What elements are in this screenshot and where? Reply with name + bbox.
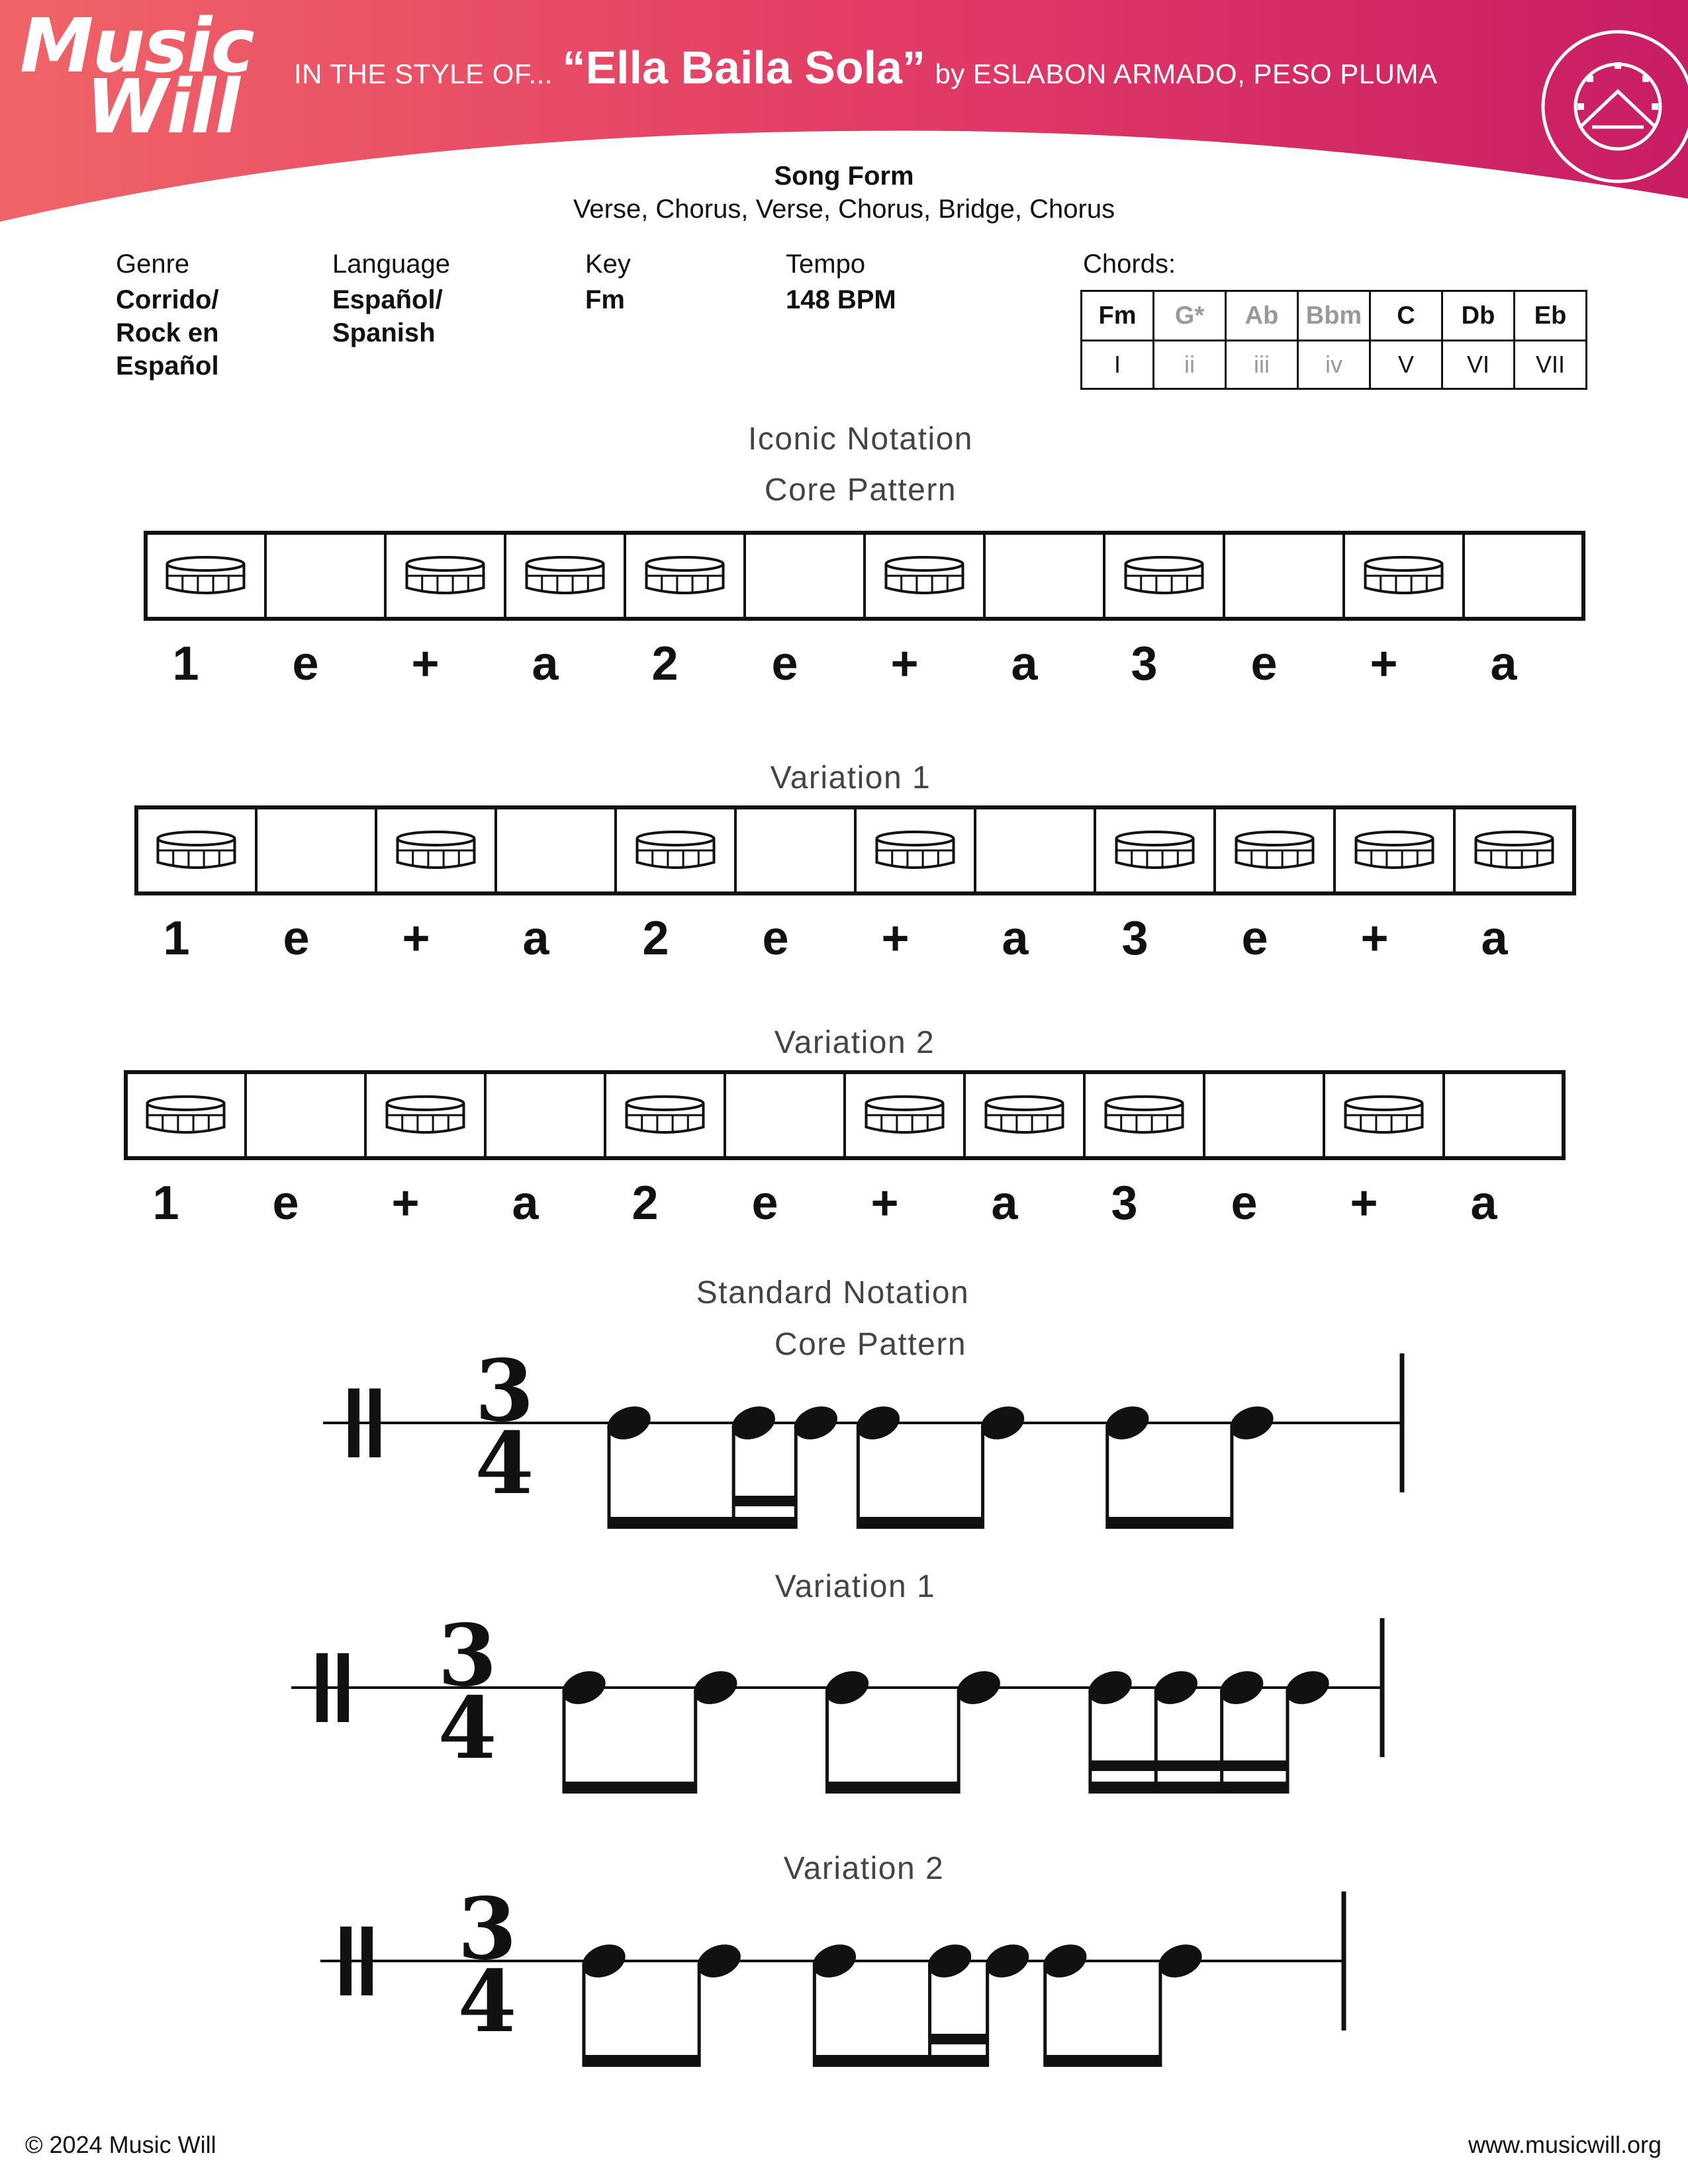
snare-drum-icon: [627, 1097, 704, 1132]
beam: [813, 2055, 988, 2067]
snare-drum-icon: [148, 1097, 224, 1132]
snare-drum-icon: [1117, 832, 1194, 868]
chord-numeral: iii: [1226, 341, 1298, 389]
language-block: [332, 250, 450, 349]
grid-cell: [265, 533, 385, 619]
snare-drum-icon: [167, 557, 244, 593]
grid-cell: [745, 533, 865, 619]
snare-drum-icon: [877, 832, 954, 868]
genre-line: Español: [116, 351, 219, 381]
chord-numeral: I: [1082, 341, 1154, 389]
count-label: 3: [1121, 912, 1149, 965]
count-label: +: [402, 912, 430, 965]
snare-drum-icon: [986, 1097, 1063, 1132]
count-label: e: [1231, 1177, 1258, 1230]
genre-line: Rock en: [116, 318, 219, 347]
chord-numeral: VI: [1442, 341, 1515, 389]
count-label: a: [1011, 637, 1038, 690]
percussion-clef: [316, 1653, 328, 1722]
snare-drum-icon: [1126, 557, 1203, 593]
count-label: a: [532, 637, 559, 690]
logo-line-2: Will: [86, 64, 239, 150]
snare-drum-icon: [647, 557, 724, 593]
chord-name: Bbm: [1298, 291, 1370, 341]
secondary-beam: [929, 2034, 989, 2044]
grid-cell: [496, 807, 616, 893]
count-label: 2: [632, 1177, 659, 1230]
snare-drum-icon: [1366, 557, 1442, 593]
beam: [1044, 2055, 1162, 2067]
chord-name: Eb: [1515, 291, 1587, 341]
beam: [563, 1782, 697, 1794]
snare-drum-icon: [407, 557, 484, 593]
key-block: [585, 250, 631, 316]
chord-name: Db: [1442, 291, 1515, 341]
chord-name: G*: [1154, 291, 1226, 341]
percussion-clef: [340, 1927, 352, 1995]
logo-line-1: Music: [20, 3, 254, 89]
secondary-beam: [732, 1496, 797, 1506]
snare-drum-icon: [1106, 1097, 1183, 1132]
staff-core-pattern: [0, 1343, 1688, 1562]
count-label: a: [991, 1177, 1018, 1230]
artist-line: by ESLABON ARMADO, PESO PLUMA: [935, 58, 1438, 89]
beam: [825, 1782, 960, 1794]
header-title: [294, 41, 1438, 94]
snare-drum-icon: [1356, 832, 1433, 868]
count-label: a: [1481, 912, 1508, 965]
count-label: e: [771, 637, 798, 690]
language-line: Español/: [332, 285, 443, 314]
count-label: e: [751, 1177, 778, 1230]
genre-label: Genre: [116, 250, 190, 279]
count-label: a: [522, 912, 549, 965]
time-signature-top: 3: [475, 1342, 534, 1441]
time-signature-bottom: 4: [438, 1679, 497, 1778]
snare-drum-icon: [1237, 832, 1313, 868]
count-label: e: [272, 1177, 299, 1230]
chord-name: C: [1370, 291, 1442, 341]
count-label: +: [890, 637, 919, 690]
grid-cell: [485, 1072, 605, 1158]
grid-cell: [984, 533, 1104, 619]
tempo-label: Tempo: [786, 250, 866, 279]
language-line: Spanish: [332, 318, 436, 347]
iconic-grid-core: [0, 533, 1688, 692]
percussion-clef: [361, 1927, 373, 1995]
chords-label: Chords:: [1083, 250, 1176, 279]
iconic-grid-variation-1: [0, 807, 1688, 966]
language-value: [332, 283, 450, 349]
snare-drum-icon: [1476, 832, 1553, 868]
key-label: Key: [585, 250, 631, 279]
beam: [1106, 1517, 1233, 1529]
grid-cell: [975, 807, 1095, 893]
copyright: © 2024 Music Will: [25, 2131, 216, 2158]
website-link[interactable]: www.musicwill.org: [1468, 2131, 1662, 2158]
count-label: +: [870, 1177, 899, 1230]
tempo-value: 148 BPM: [786, 285, 896, 314]
staff-variation-1: [0, 1608, 1688, 1827]
style-prefix: IN THE STYLE OF...: [294, 58, 553, 89]
count-label: e: [1250, 637, 1278, 690]
count-label: +: [881, 912, 910, 965]
count-label: a: [512, 1177, 539, 1230]
standard-notation-title: Standard Notation: [696, 1275, 970, 1310]
beam: [583, 2055, 700, 2067]
snare-drum-icon: [867, 1097, 943, 1132]
count-label: +: [411, 637, 440, 690]
percussion-clef: [348, 1388, 359, 1457]
music-will-logo[interactable]: [20, 3, 254, 150]
count-label: e: [1241, 912, 1268, 965]
count-label: 1: [172, 637, 199, 690]
grid-cell: [246, 1072, 365, 1158]
count-label: 1: [152, 1177, 179, 1230]
chords-table: [1080, 290, 1587, 390]
beam: [608, 1517, 797, 1529]
genre-block: [116, 250, 219, 383]
percussion-clef: [369, 1388, 381, 1457]
key-value: Fm: [585, 285, 625, 314]
time-signature-bottom: 4: [475, 1414, 534, 1514]
count-label: 3: [1131, 637, 1158, 690]
tempo-block: [786, 250, 896, 316]
count-label: e: [292, 637, 319, 690]
snare-drum-icon: [527, 557, 604, 593]
standard-var2-title: Variation 2: [783, 1851, 945, 1886]
grid-cell: [1204, 1072, 1324, 1158]
percussion-clef: [338, 1653, 349, 1722]
count-label: 2: [651, 637, 679, 690]
chord-numeral: ii: [1154, 341, 1226, 389]
iconic-var2-title: Variation 2: [774, 1025, 935, 1060]
beam: [857, 1517, 984, 1529]
iconic-core-title: Core Pattern: [764, 473, 957, 508]
genre-value: [116, 283, 219, 383]
song-form-value: Verse, Chorus, Verse, Chorus, Bridge, Chorus: [573, 195, 1115, 224]
genre-line: Corrido/: [116, 285, 219, 314]
iconic-notation-title: Iconic Notation: [747, 422, 973, 457]
song-form-label: Song Form: [774, 161, 914, 191]
grid-cell: [735, 807, 855, 893]
chord-name: Ab: [1226, 291, 1298, 341]
secondary-beam: [1089, 1760, 1289, 1771]
snare-drum-icon: [886, 557, 963, 593]
chord-numeral: VII: [1515, 341, 1587, 389]
snare-drum-icon: [1346, 1097, 1423, 1132]
chord-name: Fm: [1082, 291, 1154, 341]
grid-cell: [1444, 1072, 1564, 1158]
time-signature-top: 3: [438, 1606, 497, 1706]
snare-drum-icon: [398, 832, 475, 868]
grid-cell: [1224, 533, 1344, 619]
count-label: 2: [642, 912, 669, 965]
count-label: a: [1490, 637, 1517, 690]
grid-cell: [1464, 533, 1583, 619]
time-signature-bottom: 4: [457, 1952, 517, 2052]
snare-drum-icon: [387, 1097, 464, 1132]
snare-drum-icon: [158, 832, 235, 868]
count-label: a: [1002, 912, 1029, 965]
iconic-var1-title: Variation 1: [770, 760, 931, 796]
beam: [1089, 1782, 1289, 1794]
iconic-grid-variation-2: [0, 1072, 1688, 1231]
language-label: Language: [332, 250, 450, 279]
grid-cell: [725, 1072, 845, 1158]
snare-drum-icon: [637, 832, 714, 868]
count-label: +: [1350, 1177, 1378, 1230]
staff-variation-2: [0, 1882, 1688, 2100]
count-label: e: [762, 912, 789, 965]
song-title: “Ella Baila Sola”: [562, 42, 925, 93]
count-label: 3: [1111, 1177, 1138, 1230]
count-label: 1: [163, 912, 190, 965]
count-label: +: [1360, 912, 1389, 965]
count-label: e: [283, 912, 310, 965]
count-label: a: [1470, 1177, 1497, 1230]
standard-var1-title: Variation 1: [774, 1569, 936, 1604]
standard-core-title: Core Pattern: [774, 1327, 967, 1362]
grid-cell: [256, 807, 376, 893]
chord-numeral: iv: [1298, 341, 1370, 389]
chord-numeral: V: [1370, 341, 1442, 389]
count-label: +: [391, 1177, 420, 1230]
count-label: +: [1370, 637, 1398, 690]
time-signature-top: 3: [457, 1880, 517, 1979]
